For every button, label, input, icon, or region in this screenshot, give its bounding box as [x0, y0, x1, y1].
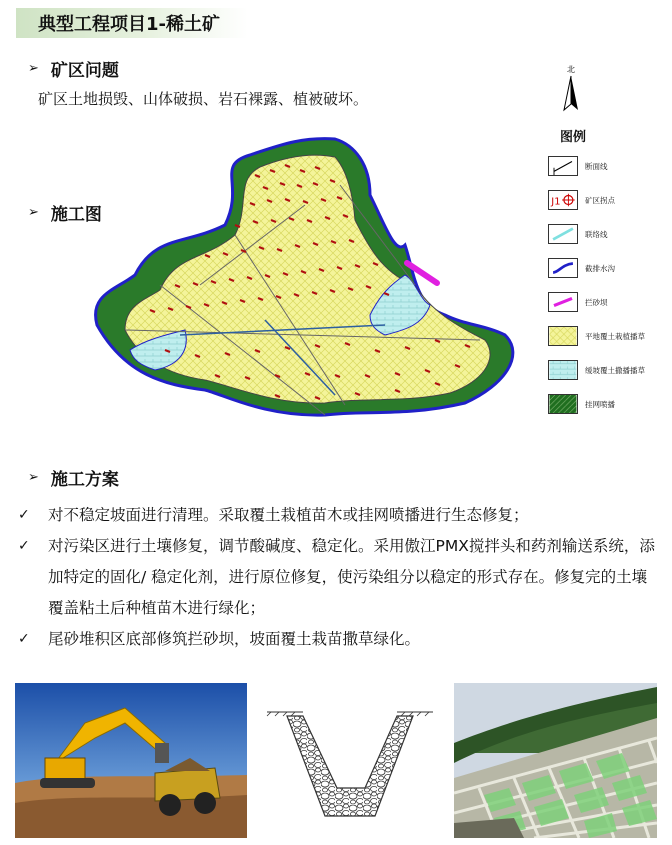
- list-item: [18, 500, 658, 531]
- legend-label: 缓坡覆土撒播播草: [585, 365, 645, 375]
- legend-label: 拦砂坝: [585, 297, 608, 307]
- legend-item-sand-dam: [548, 285, 668, 319]
- legend-title: 图例: [560, 130, 587, 145]
- flat-cover-icon: [548, 326, 578, 346]
- legend-label: 联络线: [585, 229, 608, 239]
- legend-item-drainage-ditch: [548, 251, 668, 285]
- legend-item-section-line: [548, 149, 668, 183]
- north-label: 北: [567, 65, 575, 74]
- legend-item-flat-cover: [548, 319, 668, 353]
- slope-greening-photo: [454, 683, 657, 838]
- connection-line-icon: [548, 224, 578, 244]
- north-arrow-icon: [556, 62, 586, 120]
- svg-text:J1: J1: [551, 196, 561, 208]
- arrow-bullet-icon: ➢: [28, 61, 39, 76]
- dam-cross-section-diagram: [265, 708, 435, 820]
- corner-point-icon: [548, 190, 578, 210]
- section-heading-mine-problems: [28, 56, 119, 81]
- legend-item-connection-line: [548, 217, 668, 251]
- construction-map: [85, 125, 525, 425]
- gentle-slope-icon: [548, 360, 578, 380]
- list-item-text: 对不稳定坡面进行清理。采取覆土栽植苗木或挂网喷播进行生态修复；: [48, 506, 529, 524]
- section-line-icon: [548, 156, 578, 176]
- list-item-text: 对污染区进行土壤修复，调节酸碱度、稳定化。采用傲江PMX搅拌头和药剂输送系统，添加特定的固化/ 稳定化剂，进行原位修复，使污染组分以稳定的形式存在。修复完的土壤覆盖粘土后种植苗木进行绿化；: [48, 537, 655, 617]
- page-title: 典型工程项目1-稀土矿: [38, 14, 220, 35]
- drainage-ditch-icon: [548, 258, 578, 278]
- legend-item-gentle-slope: [548, 353, 668, 387]
- list-item: [18, 531, 658, 624]
- legend-label: 截排水沟: [585, 263, 615, 273]
- legend-label: 断面线: [585, 161, 608, 171]
- title-banner: [16, 8, 248, 38]
- checkmark-icon: ✓: [18, 631, 30, 647]
- section-heading-text: 施工方案: [50, 470, 119, 490]
- list-item-text: 尾砂堆积区底部修筑拦砂坝，坡面覆土栽苗撒草绿化。: [48, 630, 421, 648]
- legend-label: 矿区拐点: [585, 195, 615, 205]
- net-spray-icon: [548, 394, 578, 414]
- legend-item-net-spray: [548, 387, 668, 421]
- legend-label: 平地覆土栽植播草: [585, 331, 645, 341]
- section-heading-text: 施工图: [50, 205, 102, 225]
- section-heading-text: 矿区问题: [50, 61, 119, 81]
- legend-label: 挂网喷播: [585, 399, 615, 409]
- sand-dam-icon: [548, 292, 578, 312]
- list-item: [18, 624, 658, 655]
- excavator-photo: [15, 683, 247, 838]
- mine-problems-text: 矿区土地损毁、山体破损、岩石裸露、植被破坏。: [38, 90, 369, 108]
- legend-item-corner-point: [548, 183, 668, 217]
- construction-plan-list: [18, 500, 658, 655]
- section-heading-construction-plan: [28, 465, 119, 490]
- arrow-bullet-icon: ➢: [28, 470, 39, 485]
- checkmark-icon: ✓: [18, 538, 30, 554]
- arrow-bullet-icon: ➢: [28, 205, 39, 220]
- map-legend: [548, 126, 668, 421]
- checkmark-icon: ✓: [18, 507, 30, 523]
